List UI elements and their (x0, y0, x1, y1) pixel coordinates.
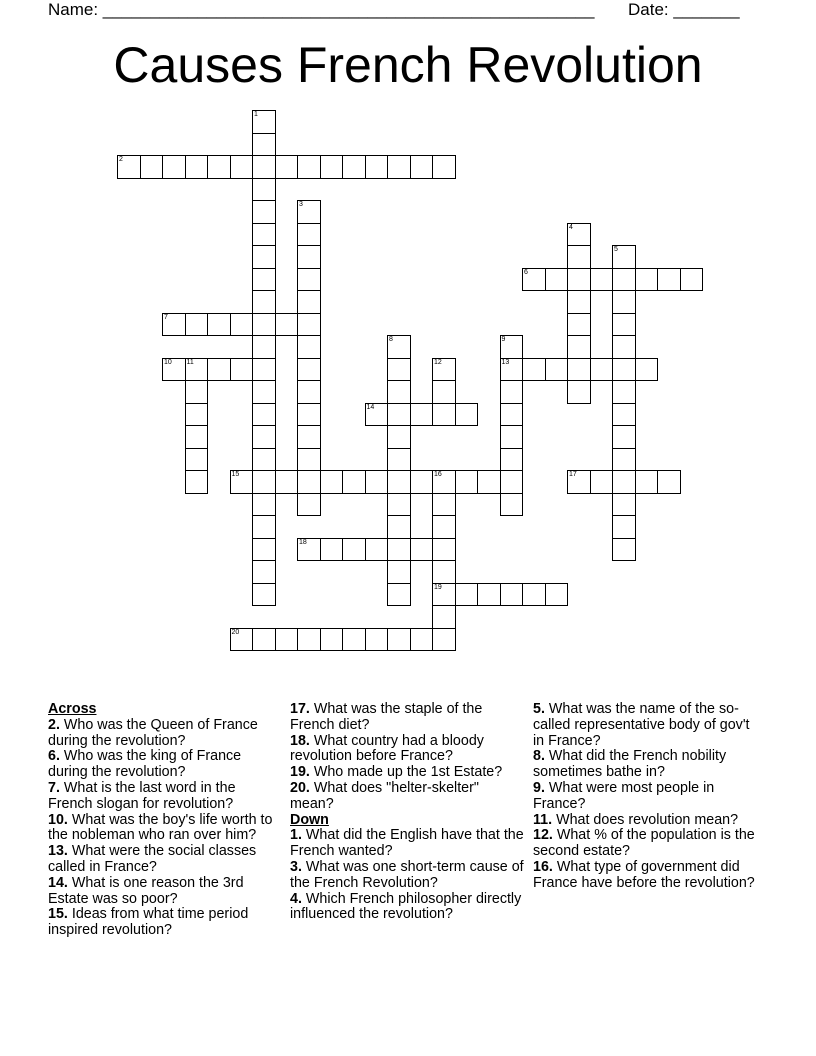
crossword-cell[interactable] (432, 515, 456, 539)
crossword-cell[interactable] (612, 245, 636, 269)
crossword-cell[interactable] (365, 155, 389, 179)
crossword-cell[interactable] (252, 313, 276, 337)
crossword-cell[interactable] (297, 155, 321, 179)
clue-number: 8. (533, 748, 545, 765)
crossword-cell[interactable] (230, 358, 254, 382)
crossword-cell[interactable] (297, 223, 321, 247)
clue-text: What did the French nobility sometimes bathe in? (533, 748, 727, 781)
clue-text: What does revolution mean? (556, 811, 739, 828)
crossword-cell[interactable] (252, 245, 276, 269)
crossword-cell[interactable] (500, 583, 524, 607)
crossword-cell[interactable] (387, 335, 411, 359)
crossword-cell[interactable] (522, 583, 546, 607)
crossword-cell[interactable] (320, 538, 344, 562)
crossword-cell[interactable] (612, 335, 636, 359)
crossword-cell[interactable] (590, 358, 614, 382)
crossword-cell[interactable] (297, 358, 321, 382)
crossword-cell[interactable] (387, 493, 411, 517)
cell-number: 12 (434, 358, 442, 366)
cell-number: 7 (164, 313, 168, 321)
crossword-cell[interactable] (252, 200, 276, 224)
clue-number: 18. (290, 732, 310, 749)
clues-column-1 (48, 702, 276, 939)
crossword-cell[interactable] (297, 313, 321, 337)
clue-text: What was the name of the so-called representative body of gov't in France? (533, 701, 750, 749)
crossword-cell[interactable] (477, 583, 501, 607)
crossword-cell[interactable] (410, 538, 434, 562)
clue-down-9 (533, 781, 763, 813)
crossword-cell[interactable] (612, 313, 636, 337)
cell-number: 5 (614, 246, 618, 253)
crossword-cell[interactable] (567, 223, 591, 247)
crossword-cell[interactable] (612, 493, 636, 517)
crossword-cell[interactable] (545, 583, 569, 607)
crossword-cell[interactable] (297, 335, 321, 359)
crossword-cell[interactable] (252, 403, 276, 427)
cell-number: 13 (501, 358, 510, 366)
crossword-cell[interactable] (567, 358, 591, 382)
crossword-cell[interactable] (140, 155, 164, 179)
crossword-cell[interactable] (207, 358, 231, 382)
clue-text: What was one short-term cause of the French Revolution? (290, 858, 524, 891)
clue-text: Who made up the 1st Estate? (313, 764, 503, 781)
clue-across-6 (48, 749, 276, 781)
crossword-cell[interactable] (612, 290, 636, 314)
crossword-cell[interactable] (500, 470, 524, 494)
cell-number: 20 (231, 628, 240, 636)
clue-text: Ideas from what time period inspired revolution? (48, 906, 249, 939)
crossword-cell[interactable] (387, 155, 411, 179)
clue-number: 20. (290, 779, 310, 796)
crossword-cell[interactable] (230, 155, 254, 179)
crossword-cell[interactable] (612, 538, 636, 562)
crossword-cell[interactable] (185, 313, 209, 337)
crossword-cell[interactable] (185, 155, 209, 179)
crossword-cell[interactable] (275, 628, 299, 652)
crossword-cell[interactable] (635, 358, 659, 382)
crossword-cell[interactable] (252, 560, 276, 584)
crossword-cell[interactable] (252, 178, 276, 202)
crossword-cell[interactable] (230, 470, 254, 494)
crossword-cell[interactable] (252, 290, 276, 314)
clue-across-10 (48, 813, 276, 845)
crossword-cell[interactable] (252, 335, 276, 359)
clue-text: What were most people in France? (533, 779, 715, 812)
crossword-cell[interactable] (545, 358, 569, 382)
clue-down-3 (290, 860, 526, 892)
crossword-cell[interactable] (297, 245, 321, 269)
crossword-cell[interactable] (365, 403, 389, 427)
crossword-cell[interactable] (365, 470, 389, 494)
crossword-cell[interactable] (455, 403, 479, 427)
clue-number: 11. (533, 811, 553, 828)
crossword-cell[interactable] (252, 470, 276, 494)
cell-number: 3 (299, 201, 303, 208)
crossword-cell[interactable] (387, 425, 411, 449)
crossword-cell[interactable] (410, 628, 434, 652)
clue-number: 1. (290, 827, 302, 844)
crossword-cell[interactable] (297, 403, 321, 427)
crossword-cell[interactable] (500, 448, 524, 472)
crossword-cell[interactable] (612, 470, 636, 494)
clue-across-14 (48, 876, 276, 908)
crossword-cell[interactable] (522, 268, 546, 292)
page-title: Causes French Revolution (113, 37, 703, 93)
clue-number: 4. (290, 890, 302, 907)
crossword-cell[interactable] (432, 605, 456, 629)
crossword-cell[interactable] (252, 133, 276, 157)
clue-down-16 (533, 860, 763, 892)
crossword-cell[interactable] (635, 470, 659, 494)
cell-number: 4 (569, 223, 573, 231)
clue-across-20 (290, 781, 526, 813)
crossword-cell[interactable] (500, 380, 524, 404)
crossword-cell[interactable] (567, 470, 591, 494)
clue-across-2 (48, 718, 276, 750)
crossword-cell[interactable] (612, 268, 636, 292)
clue-text: Who was the Queen of France during the revolution? (48, 716, 258, 749)
crossword-cell[interactable] (342, 470, 366, 494)
crossword-cell[interactable] (275, 470, 299, 494)
crossword-cell[interactable] (252, 223, 276, 247)
crossword-cell[interactable] (387, 448, 411, 472)
clue-across-17 (290, 702, 526, 734)
clue-number: 5. (533, 701, 545, 717)
clue-number: 9. (533, 779, 545, 796)
cell-number: 18 (299, 538, 307, 546)
clue-text: What is one reason the 3rd Estate was so poor? (48, 874, 244, 907)
crossword-cell[interactable] (297, 425, 321, 449)
clue-text: What was the boy's life worth to the nobleman who ran over him? (48, 811, 273, 844)
crossword-cell[interactable] (207, 155, 231, 179)
crossword-cell[interactable] (252, 515, 276, 539)
clue-across-15 (48, 907, 276, 939)
crossword-cell[interactable] (635, 268, 659, 292)
crossword-cell[interactable] (297, 380, 321, 404)
clue-down-12 (533, 828, 763, 860)
crossword-cell[interactable] (387, 358, 411, 382)
crossword-cell[interactable] (365, 538, 389, 562)
clue-text: Who was the king of France during the revolution? (48, 748, 242, 781)
cell-number: 9 (501, 336, 506, 343)
date-field-label: Date: _______ (628, 0, 740, 19)
clue-across-19 (290, 765, 526, 781)
crossword-cell[interactable] (522, 358, 546, 382)
clue-down-8 (533, 749, 763, 781)
crossword-cell[interactable] (432, 470, 456, 494)
crossword-cell[interactable] (297, 268, 321, 292)
crossword-cell[interactable] (275, 313, 299, 337)
crossword-cell[interactable] (297, 493, 321, 517)
crossword-cell[interactable] (567, 313, 591, 337)
crossword-cell[interactable] (500, 358, 524, 382)
crossword-cell[interactable] (252, 380, 276, 404)
crossword-cell[interactable] (185, 358, 209, 382)
crossword-cell[interactable] (230, 628, 254, 652)
crossword-cell[interactable] (185, 380, 209, 404)
crossword-cell[interactable] (432, 493, 456, 517)
cell-number: 11 (186, 358, 194, 366)
crossword-cell[interactable] (252, 448, 276, 472)
clue-text: What does "helter-skelter" mean? (290, 779, 479, 812)
crossword-cell[interactable] (252, 583, 276, 607)
crossword-cell[interactable] (410, 403, 434, 427)
crossword-cell[interactable] (410, 470, 434, 494)
clue-text: What did the English have that the French wanted? (290, 827, 524, 860)
crossword-cell[interactable] (162, 313, 186, 337)
clue-number: 14. (48, 874, 68, 891)
crossword-cell[interactable] (612, 515, 636, 539)
crossword-cell[interactable] (432, 538, 456, 562)
crossword-cell[interactable] (387, 380, 411, 404)
crossword-cell[interactable] (230, 313, 254, 337)
clue-number: 17. (290, 701, 310, 717)
crossword-cell[interactable] (207, 313, 231, 337)
cell-number: 6 (524, 268, 528, 276)
crossword-cell[interactable] (275, 155, 299, 179)
crossword-cell[interactable] (455, 470, 479, 494)
clue-text: What type of government did France have before the revolution? (533, 858, 755, 891)
clue-down-4 (290, 892, 526, 924)
crossword-cell[interactable] (455, 583, 479, 607)
crossword-cell[interactable] (432, 403, 456, 427)
crossword-cell[interactable] (297, 628, 321, 652)
crossword-cell[interactable] (297, 538, 321, 562)
crossword-cell[interactable] (500, 335, 524, 359)
crossword-cell[interactable] (342, 155, 366, 179)
crossword-cell[interactable] (387, 403, 411, 427)
crossword-cell[interactable] (657, 470, 681, 494)
crossword-cell[interactable] (185, 470, 209, 494)
clue-number: 13. (48, 843, 68, 860)
crossword-cell[interactable] (342, 538, 366, 562)
crossword-cell[interactable] (500, 425, 524, 449)
down-heading: Down (290, 811, 329, 828)
crossword-cell[interactable] (500, 493, 524, 517)
crossword-cell[interactable] (365, 628, 389, 652)
clue-text: What % of the population is the second estate? (533, 827, 755, 860)
crossword-cell[interactable] (320, 155, 344, 179)
clue-across-13 (48, 844, 276, 876)
clue-text: What was the staple of the French diet? (290, 701, 483, 733)
cell-number: 17 (569, 471, 577, 478)
cell-number: 8 (389, 336, 393, 343)
crossword-cell[interactable] (387, 583, 411, 607)
crossword-cell[interactable] (567, 290, 591, 314)
crossword-cell[interactable] (387, 515, 411, 539)
clue-across-18 (290, 734, 526, 766)
cell-number: 15 (231, 471, 240, 478)
crossword-cell[interactable] (432, 155, 456, 179)
crossword-cell[interactable] (297, 290, 321, 314)
cell-number: 16 (434, 471, 442, 478)
crossword-cell[interactable] (252, 155, 276, 179)
clue-text: What is the last word in the French slogan for revolution? (48, 779, 236, 812)
clue-text: What country had a bloody revolution before France? (290, 732, 484, 765)
crossword-cell[interactable] (162, 358, 186, 382)
clue-down-5 (533, 702, 763, 749)
crossword-cell[interactable] (252, 358, 276, 382)
crossword-cell[interactable] (432, 628, 456, 652)
crossword-cell[interactable] (590, 470, 614, 494)
clue-across-7 (48, 781, 276, 813)
crossword-cell[interactable] (185, 448, 209, 472)
clue-text: Which French philosopher directly influenced the revolution? (290, 890, 522, 923)
clue-down-1 (290, 828, 526, 860)
crossword-cell[interactable] (612, 448, 636, 472)
crossword-cell[interactable] (252, 268, 276, 292)
crossword-cell[interactable] (612, 358, 636, 382)
crossword-cell[interactable] (432, 583, 456, 607)
crossword-cell[interactable] (387, 628, 411, 652)
clues-column-3 (533, 702, 763, 892)
crossword-cell[interactable] (342, 628, 366, 652)
crossword-cell[interactable] (590, 268, 614, 292)
crossword-cell[interactable] (162, 155, 186, 179)
crossword-cell[interactable] (567, 268, 591, 292)
crossword-cell[interactable] (500, 403, 524, 427)
crossword-cell[interactable] (612, 425, 636, 449)
crossword-cell[interactable] (387, 560, 411, 584)
name-field-label: Name: ____________________________________________________ (48, 0, 595, 19)
crossword-cell[interactable] (680, 268, 704, 292)
crossword-cell[interactable] (567, 335, 591, 359)
cell-number: 1 (254, 111, 258, 118)
crossword-cell[interactable] (657, 268, 681, 292)
crossword-cell[interactable] (297, 470, 321, 494)
clue-number: 15. (48, 906, 68, 923)
crossword-cell[interactable] (252, 425, 276, 449)
crossword-cell[interactable] (612, 403, 636, 427)
cell-number: 2 (119, 156, 123, 163)
crossword-cell[interactable] (567, 380, 591, 404)
crossword-cell[interactable] (297, 448, 321, 472)
clue-number: 10. (48, 811, 68, 828)
crossword-cell[interactable] (432, 380, 456, 404)
across-heading: Across (48, 701, 97, 717)
clue-text: What were the social classes called in France? (48, 843, 257, 875)
clues-column-2 (290, 702, 526, 923)
clue-number: 12. (533, 827, 553, 844)
clue-down-11 (533, 813, 763, 829)
cell-number: 10 (164, 358, 172, 366)
crossword-cell[interactable] (432, 358, 456, 382)
crossword-cell[interactable] (567, 245, 591, 269)
crossword-cell[interactable] (387, 538, 411, 562)
clue-number: 7. (48, 779, 60, 796)
cell-number: 19 (434, 583, 442, 591)
crossword-cell[interactable] (320, 628, 344, 652)
crossword-cell[interactable] (410, 155, 434, 179)
crossword-cell[interactable] (545, 268, 569, 292)
crossword-cell[interactable] (185, 425, 209, 449)
crossword-cell[interactable] (297, 200, 321, 224)
crossword-cell[interactable] (432, 560, 456, 584)
clue-number: 16. (533, 858, 553, 875)
crossword-cell[interactable] (320, 470, 344, 494)
clue-number: 2. (48, 716, 60, 733)
crossword-cell[interactable] (185, 403, 209, 427)
crossword-cell[interactable] (252, 110, 276, 134)
clue-number: 3. (290, 858, 302, 875)
clue-number: 19. (290, 764, 310, 781)
crossword-cell[interactable] (612, 380, 636, 404)
crossword-cell[interactable] (117, 155, 141, 179)
clue-number: 6. (48, 748, 60, 765)
crossword-cell[interactable] (477, 470, 501, 494)
cell-number: 14 (366, 403, 375, 411)
crossword-cell[interactable] (252, 493, 276, 517)
crossword-cell[interactable] (387, 470, 411, 494)
crossword-cell[interactable] (252, 538, 276, 562)
crossword-cell[interactable] (252, 628, 276, 652)
